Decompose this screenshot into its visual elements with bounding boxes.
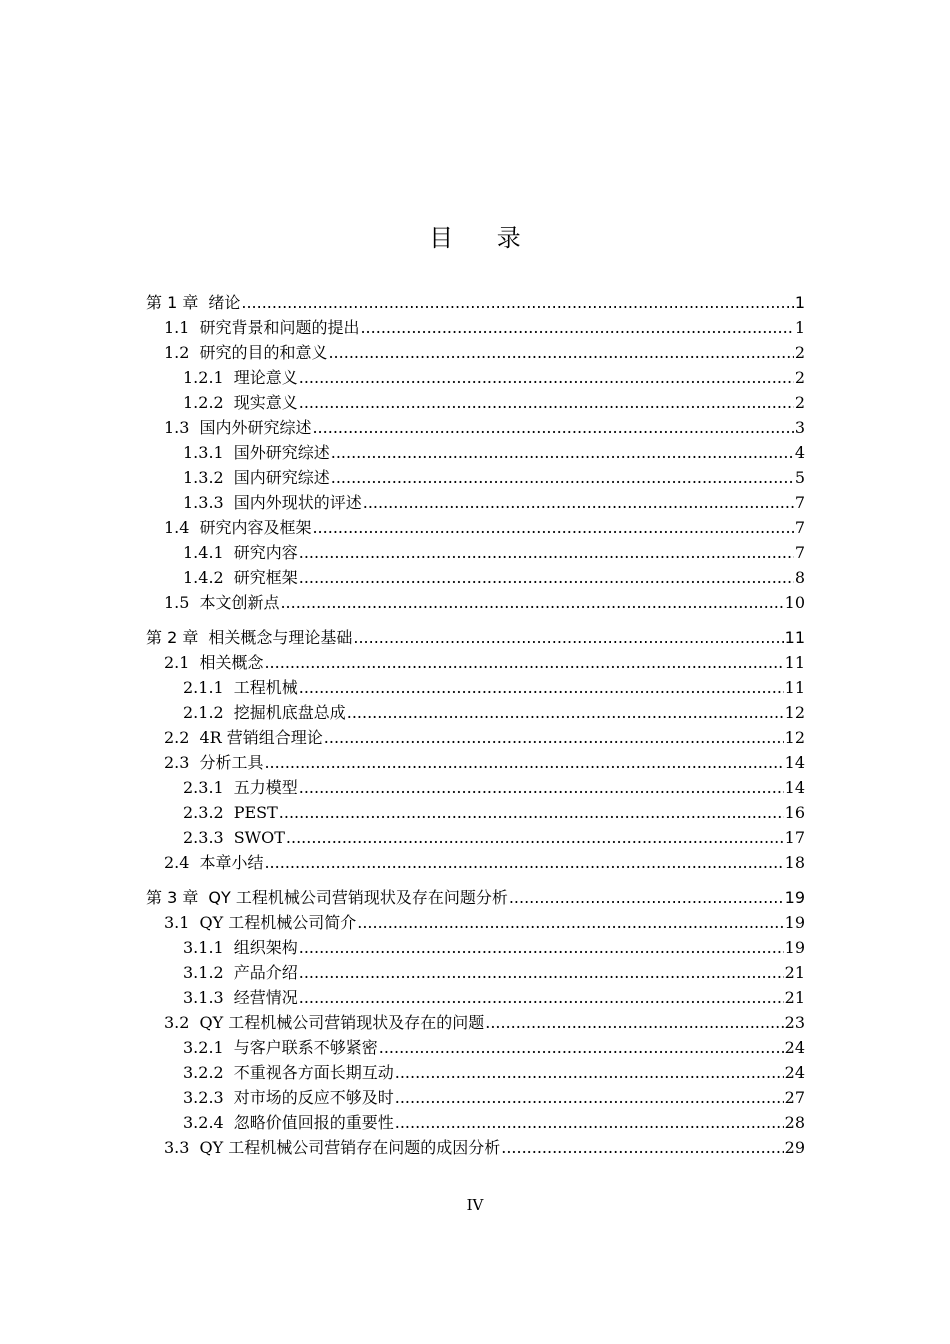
toc-entry-number: 3.2.1 [183,1038,224,1057]
toc-entry[interactable] [146,290,805,315]
toc-entry[interactable] [146,960,805,985]
toc-entry-title: QY 工程机械公司营销现状及存在问题分析 [208,888,508,907]
toc-dot-leader [279,800,784,825]
toc-entry-number: 1.4.2 [183,568,224,587]
toc-entry[interactable] [146,1035,805,1060]
toc-entry-page: 12 [784,703,805,722]
toc-entry-page: 4 [794,443,805,462]
toc-entry-number: 2.1.1 [183,678,224,697]
toc-entry-title: 对市场的反应不够及时 [233,1088,394,1107]
toc-entry-page: 24 [784,1063,805,1082]
toc-entry[interactable] [146,540,805,565]
toc-entry[interactable] [146,775,805,800]
toc-dot-leader [360,315,793,340]
toc-dot-leader [395,1110,784,1135]
toc-entry-title: 相关概念 [199,653,264,672]
toc-entry-number: 第 2 章 [146,628,199,647]
toc-entry[interactable] [146,935,805,960]
toc-entry[interactable] [146,465,805,490]
toc-entry-number: 第 1 章 [146,293,199,312]
toc-entry-number: 2.3.2 [183,803,224,822]
toc-dot-leader [299,775,784,800]
toc-entry-number: 1.3.1 [183,443,224,462]
toc-entry-title: 挖掘机底盘总成 [233,703,346,722]
toc-entry[interactable] [146,675,805,700]
toc-entry-page: 17 [784,828,805,847]
toc-dot-leader [312,415,793,440]
toc-entry-title: 本章小结 [199,853,264,872]
toc-dot-leader [509,885,784,910]
toc-dot-leader [299,365,794,390]
toc-dot-leader [299,960,784,985]
toc-entry-number: 1.3.3 [183,493,224,512]
toc-entry[interactable] [146,490,805,515]
toc-entry-title: 4R 营销组合理论 [199,728,323,747]
toc-entry-title: 研究内容及框架 [199,518,312,537]
toc-entry[interactable] [146,825,805,850]
toc-entry-title: 绪论 [208,293,241,312]
toc-dot-leader [312,515,793,540]
toc-entry-number: 1.4.1 [183,543,224,562]
toc-entry[interactable] [146,985,805,1010]
toc-entry[interactable] [146,750,805,775]
toc-entry-number: 3.3 [164,1138,190,1157]
toc-entry-page: 7 [794,518,805,537]
toc-entry-page: 23 [784,1013,805,1032]
toc-entry[interactable] [146,590,805,615]
toc-entry[interactable] [146,440,805,465]
toc-entry[interactable] [146,1010,805,1035]
toc-entry-title: 研究的目的和意义 [199,343,328,362]
toc-entry-number: 2.1.2 [183,703,224,722]
toc-entry-title: 分析工具 [199,753,264,772]
toc-entry[interactable] [146,315,805,340]
toc-entry[interactable] [146,415,805,440]
toc-entry-page: 14 [784,778,805,797]
toc-entry-page: 12 [784,728,805,747]
toc-entry-number: 3.2.4 [183,1113,224,1132]
toc-entry-page: 2 [794,368,805,387]
toc-entry[interactable] [146,800,805,825]
toc-entry-page: 16 [784,803,805,822]
toc-dot-leader [485,1010,783,1035]
toc-dot-leader [299,540,794,565]
toc-entry-title: QY 工程机械公司简介 [199,913,357,932]
toc-entry-page: 2 [794,343,805,362]
toc-entry-page: 18 [784,853,805,872]
toc-entry[interactable] [146,700,805,725]
toc-entry-page: 14 [784,753,805,772]
toc-entry[interactable] [146,650,805,675]
toc-entry-title: 经营情况 [233,988,298,1007]
toc-entry-page: 8 [794,568,805,587]
toc-entry-page: 5 [794,468,805,487]
page-number-footer: IV [466,1196,484,1214]
toc-entry-page: 29 [784,1138,805,1157]
toc-entry-number: 3.1.1 [183,938,224,957]
toc-entry-page: 7 [794,543,805,562]
toc-dot-leader [299,985,784,1010]
toc-dot-leader [264,750,783,775]
toc-entry-page: 19 [784,938,805,957]
toc-entry-title: 理论意义 [233,368,298,387]
toc-entry-title: 国内外研究综述 [199,418,312,437]
toc-entry-title: PEST [233,803,278,822]
toc-dot-leader [331,440,794,465]
toc-entry-title: QY 工程机械公司营销现状及存在的问题 [199,1013,485,1032]
toc-entry-number: 1.4 [164,518,190,537]
toc-dot-leader [395,1085,784,1110]
toc-entry[interactable] [146,565,805,590]
toc-entry-title: 不重视各方面长期互动 [233,1063,394,1082]
toc-entry-title: 研究内容 [233,543,298,562]
toc-entry-title: 产品介绍 [233,963,298,982]
toc-entry[interactable] [146,1135,805,1160]
toc-dot-leader [280,590,783,615]
toc-dot-leader [395,1060,784,1085]
toc-entry-number: 3.1.3 [183,988,224,1007]
toc-entry-title: 工程机械 [233,678,298,697]
toc-entry[interactable] [146,515,805,540]
toc-dot-leader [357,910,783,935]
toc-entry-title: 五力模型 [233,778,298,797]
toc-dot-leader [363,490,794,515]
toc-entry-title: QY 工程机械公司营销存在问题的成因分析 [199,1138,501,1157]
toc-entry-page: 1 [794,318,805,337]
toc-entry-page: 2 [794,393,805,412]
toc-entry-title: 国内外现状的评述 [233,493,362,512]
toc-entry-title: 现实意义 [233,393,298,412]
toc-entry[interactable] [146,1085,805,1110]
toc-dot-leader [299,390,794,415]
toc-entry-number: 1.2.1 [183,368,224,387]
toc-entry-number: 1.3 [164,418,190,437]
toc-entry-title: 本文创新点 [199,593,280,612]
toc-entry-page: 19 [784,888,805,907]
toc-entry-title: 相关概念与理论基础 [208,628,353,647]
toc-dot-leader [324,725,784,750]
toc-entry[interactable] [146,1110,805,1135]
toc-entry-page: 11 [784,628,805,647]
toc-dot-leader [264,850,783,875]
toc-entry[interactable] [146,625,805,650]
page-title: 目 录 [429,224,539,252]
toc-entry-number: 第 3 章 [146,888,199,907]
toc-entry-number: 1.3.2 [183,468,224,487]
toc-dot-leader [299,565,794,590]
toc-dot-leader [347,700,784,725]
toc-entry-page: 27 [784,1088,805,1107]
toc-entry-page: 24 [784,1038,805,1057]
toc-entry-page: 28 [784,1113,805,1132]
toc-dot-leader [379,1035,784,1060]
toc-entry-page: 11 [784,653,805,672]
toc-entry-page: 21 [784,988,805,1007]
toc-entry-number: 1.2 [164,343,190,362]
toc-entry-number: 3.2.2 [183,1063,224,1082]
toc-entry[interactable] [146,910,805,935]
toc-entry-number: 3.2 [164,1013,190,1032]
toc-entry-number: 3.2.3 [183,1088,224,1107]
toc-dot-leader [286,825,784,850]
toc-entry-page: 3 [794,418,805,437]
toc-entry-number: 1.1 [164,318,190,337]
toc-entry-number: 1.2.2 [183,393,224,412]
toc-entry-number: 2.2 [164,728,190,747]
toc-entry-number: 3.1.2 [183,963,224,982]
toc-dot-leader [299,675,784,700]
toc-entry[interactable] [146,1060,805,1085]
toc-entry-title: 与客户联系不够紧密 [233,1038,378,1057]
toc-entry-page: 1 [794,293,805,312]
toc-entry-number: 2.1 [164,653,190,672]
toc-entry[interactable] [146,885,805,910]
toc-dot-leader [264,650,783,675]
toc-entry[interactable] [146,340,805,365]
toc-entry-number: 1.5 [164,593,190,612]
toc-entry[interactable] [146,365,805,390]
toc-entry[interactable] [146,725,805,750]
toc-entry-title: 组织架构 [233,938,298,957]
toc-entry-page: 7 [794,493,805,512]
table-of-contents [146,290,805,1160]
toc-entry-page: 21 [784,963,805,982]
toc-entry[interactable] [146,390,805,415]
toc-dot-leader [328,340,793,365]
toc-entry-title: 研究框架 [233,568,298,587]
toc-entry-title: 研究背景和问题的提出 [199,318,360,337]
toc-dot-leader [353,625,783,650]
toc-entry-page: 19 [784,913,805,932]
toc-entry-page: 11 [784,678,805,697]
toc-entry-page: 10 [784,593,805,612]
toc-entry-number: 2.3.3 [183,828,224,847]
toc-entry-number: 2.3.1 [183,778,224,797]
toc-entry-title: 国外研究综述 [233,443,330,462]
toc-entry[interactable] [146,850,805,875]
toc-entry-title: SWOT [233,828,285,847]
toc-entry-number: 2.4 [164,853,190,872]
toc-dot-leader [501,1135,783,1160]
toc-dot-leader [241,290,793,315]
toc-entry-title: 忽略价值回报的重要性 [233,1113,394,1132]
toc-entry-number: 2.3 [164,753,190,772]
toc-dot-leader [299,935,784,960]
toc-entry-number: 3.1 [164,913,190,932]
toc-dot-leader [331,465,794,490]
toc-entry-title: 国内研究综述 [233,468,330,487]
